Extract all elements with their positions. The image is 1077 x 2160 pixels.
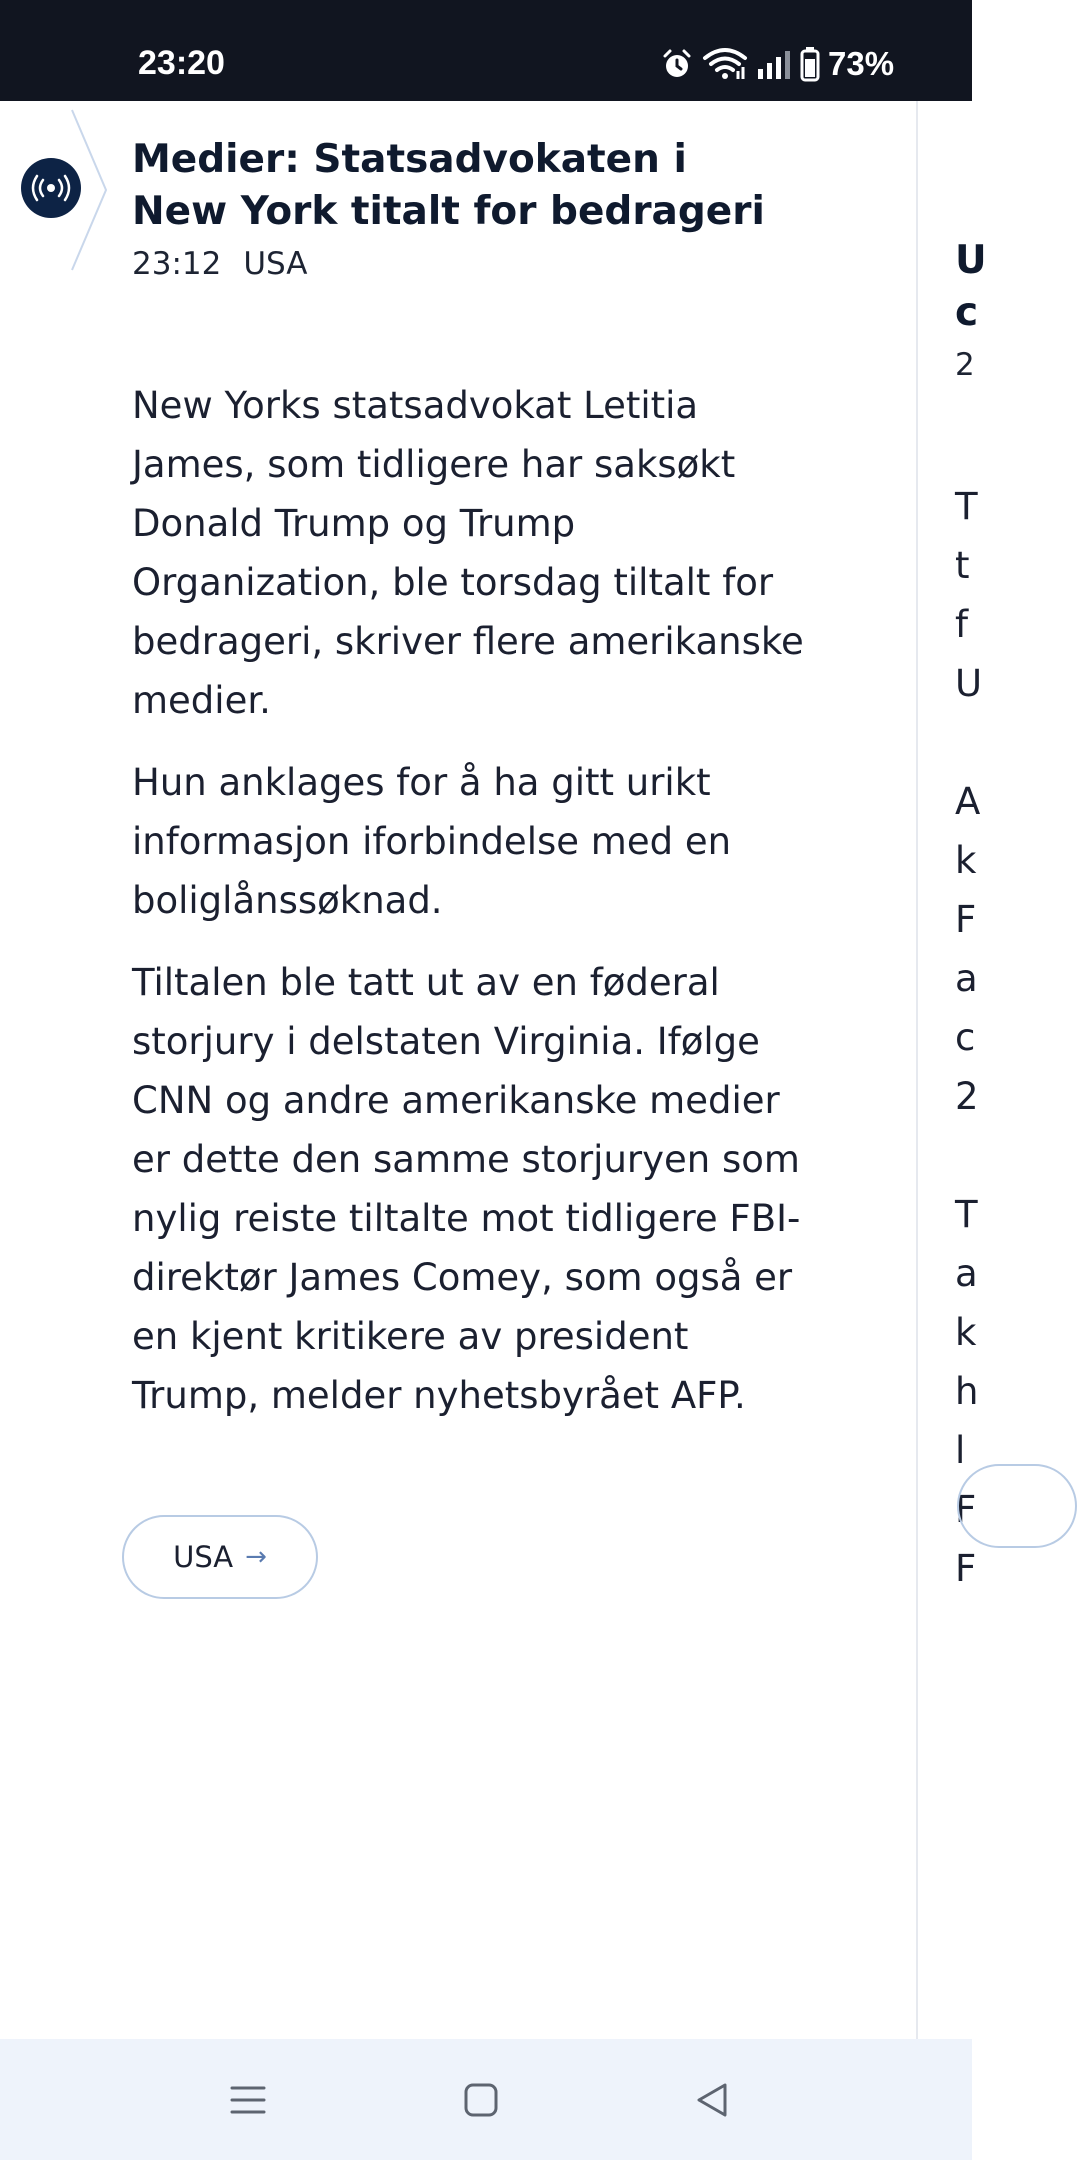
next-article-meta: 2 — [955, 347, 975, 383]
article-category: USA — [243, 246, 308, 282]
status-time: 23:20 — [138, 44, 225, 82]
article-body — [132, 376, 822, 1448]
tag-usa-button[interactable] — [122, 1515, 318, 1599]
home-icon[interactable] — [421, 2039, 541, 2160]
article-meta — [132, 246, 308, 282]
broadcast-icon — [21, 158, 81, 218]
next-article-headline: U c — [955, 238, 987, 335]
navigation-bar — [0, 2039, 972, 2160]
article-paragraph: Hun anklages for å ha gitt urikt informasjon iforbindelse med en boliglånssøknad. — [132, 761, 732, 922]
back-icon[interactable] — [652, 2039, 772, 2160]
signal-icon — [756, 47, 792, 81]
recents-icon[interactable] — [188, 2039, 308, 2160]
tag-label: USA — [173, 1540, 234, 1574]
wifi-icon — [702, 47, 748, 81]
alarm-icon — [660, 47, 694, 81]
next-article-card[interactable] — [955, 101, 995, 2039]
card-divider — [916, 101, 918, 2039]
next-article-tag-button[interactable] — [957, 1464, 1077, 1548]
article-headline[interactable]: Medier: Statsadvokaten i New York titalt for bedrageri — [132, 137, 765, 234]
battery-icon — [800, 46, 820, 82]
status-icons — [660, 44, 894, 84]
article-paragraph: Tiltalen ble tatt ut av en føderal storjury i delstaten Virginia. Ifølge CNN og andre amerikanske medier er dette den samme storjuryen som nylig reiste tiltalte mot tidligere FBI-direktør James Comey, som også er en kjent kritikere av president Trump, melder nyhetsbyrået AFP. — [132, 961, 801, 1417]
arrow-right-icon: → — [245, 1542, 267, 1572]
next-article-body: T t f U A k F a c 2 T a k h l F F — [955, 485, 983, 1590]
article-paragraph: New Yorks statsadvokat Letitia James, som tidligere har saksøkt Donald Trump og Trump Organization, ble torsdag tiltalt for bedrageri, skriver flere amerikanske medier. — [132, 384, 804, 722]
article-time: 23:12 — [132, 246, 222, 282]
battery-percent: 73% — [828, 45, 895, 82]
status-bar — [0, 0, 972, 101]
